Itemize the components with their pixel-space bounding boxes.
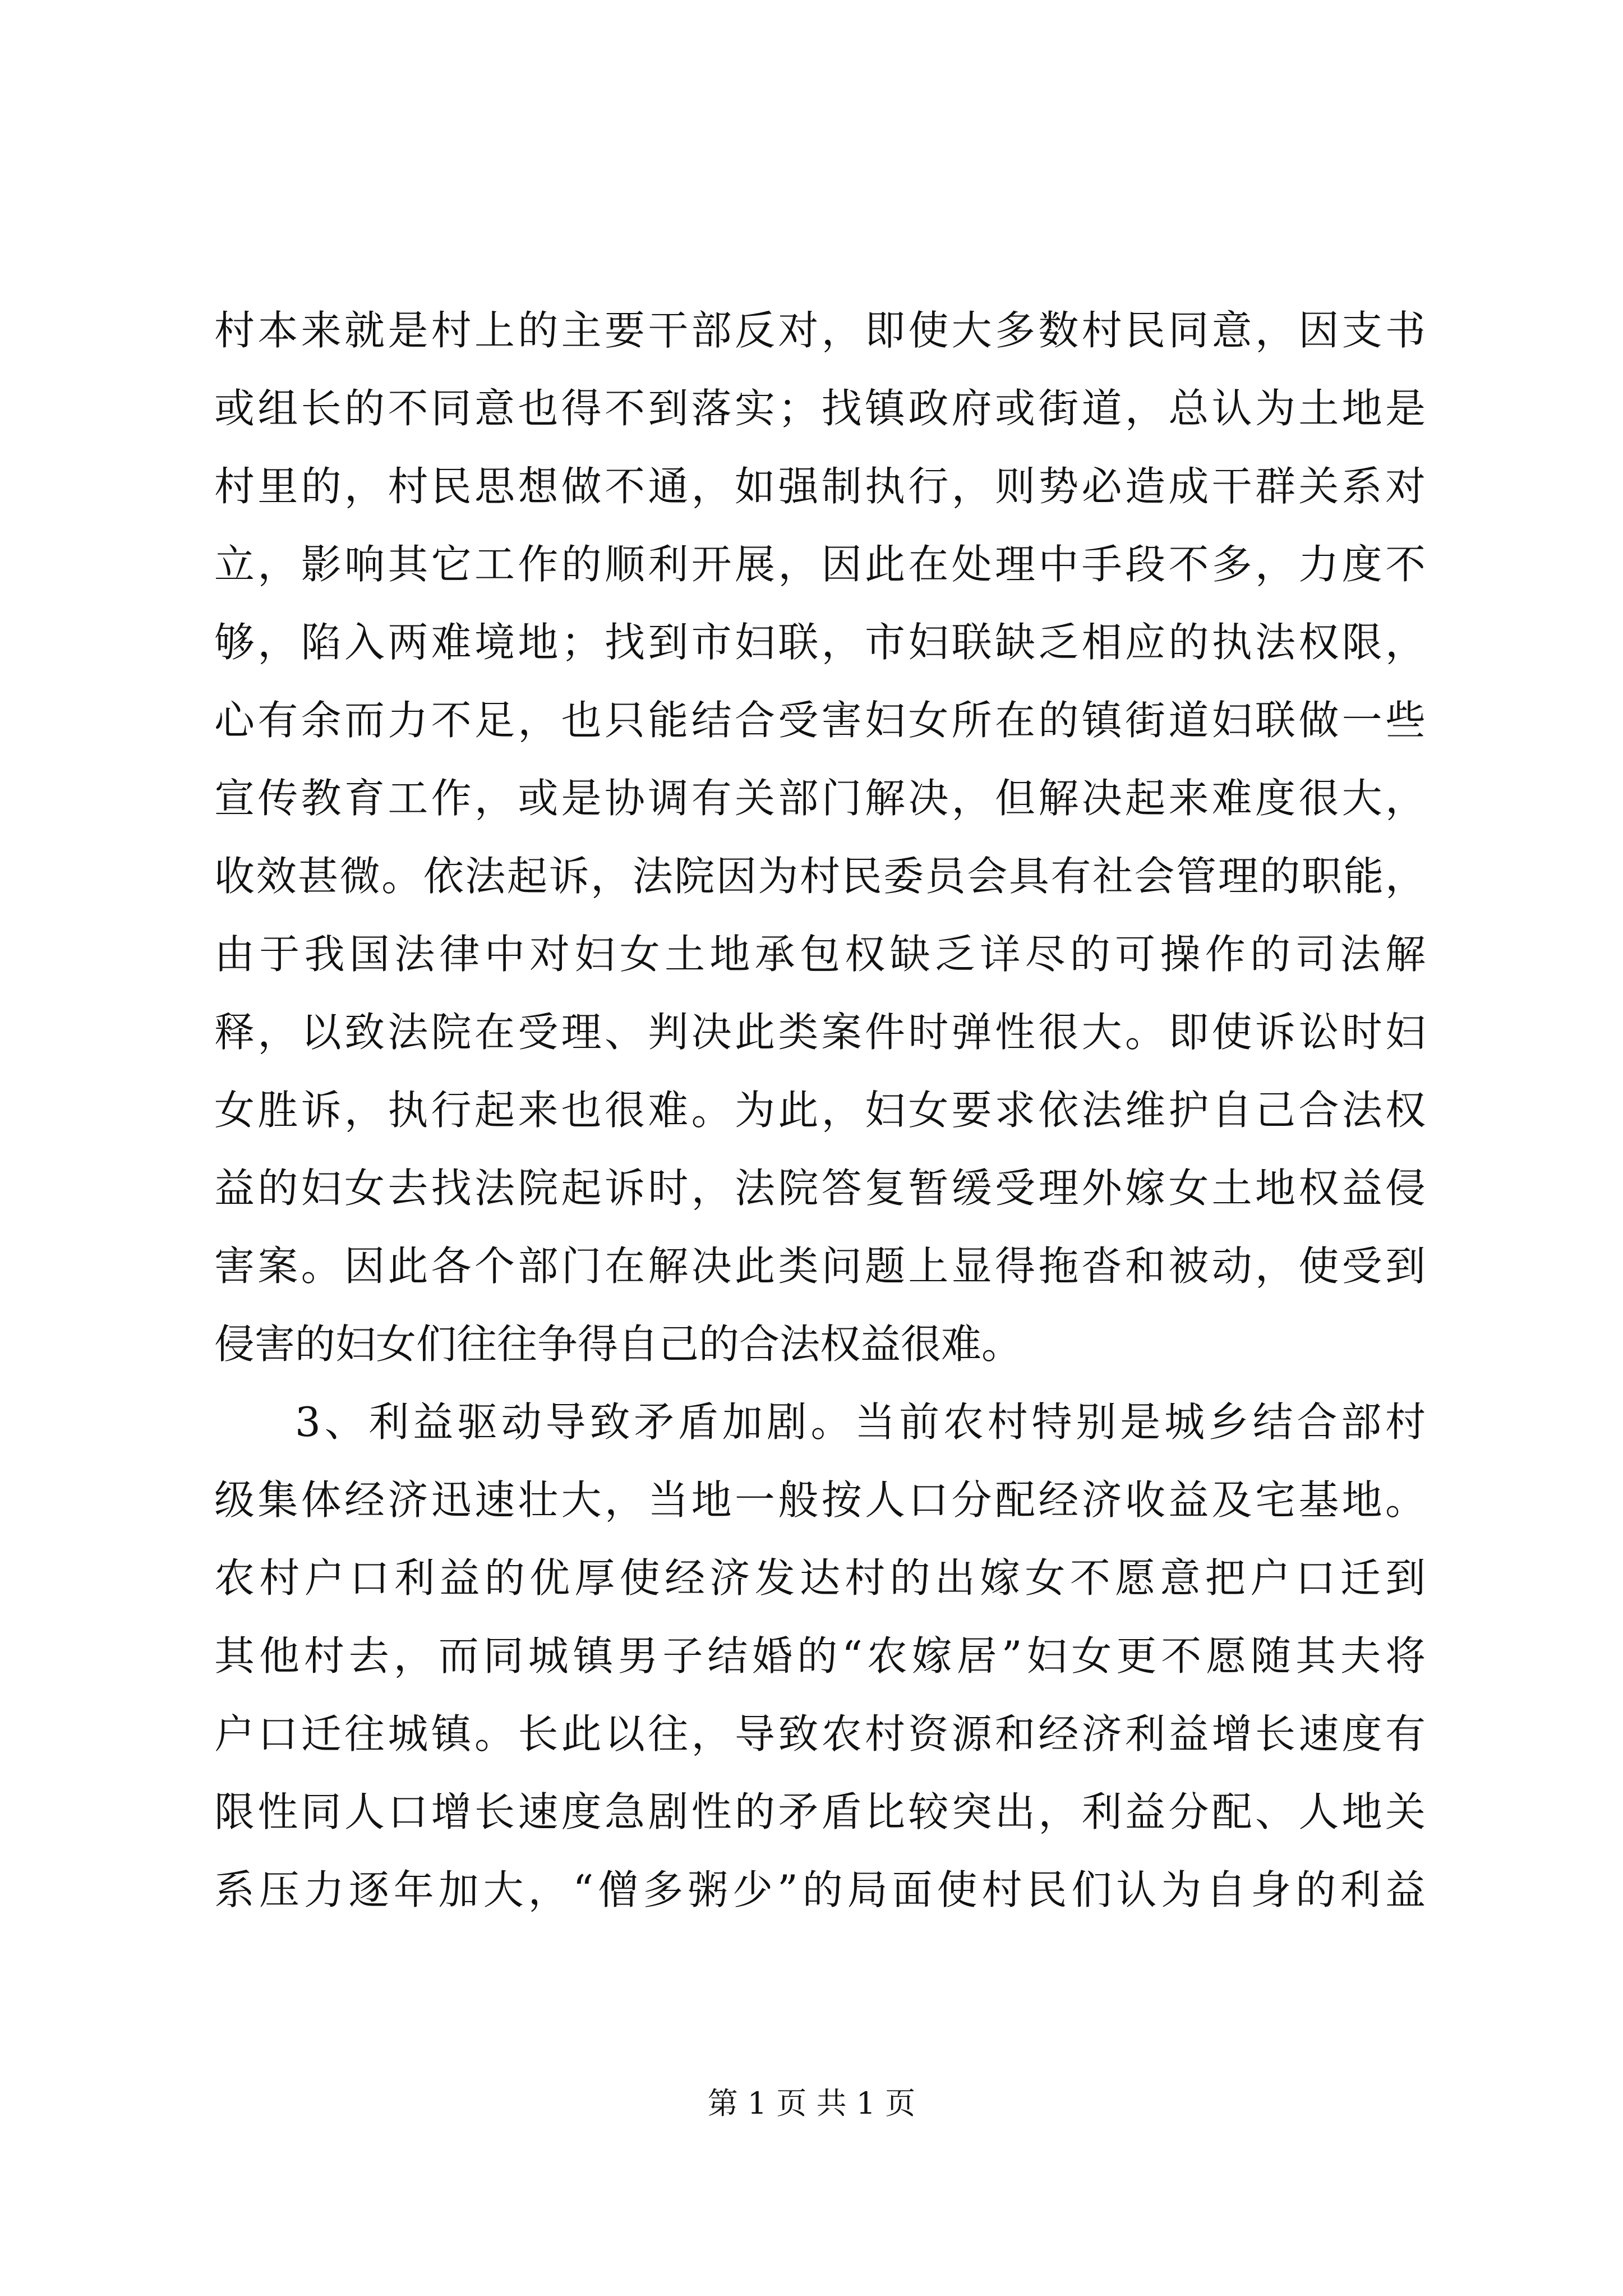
text-line: 或组长的不同意也得不到落实；找镇政府或街道，总认为土地是 [214, 385, 1426, 432]
text-line: 系压力逐年加大，“僧多粥少”的局面使村民们认为自身的利益 [214, 1866, 1426, 1913]
page-number-label: 第 1 页 共 1 页 [707, 2086, 916, 2121]
text-line: 农村户口利益的优厚使经济发达村的出嫁女不愿意把户口迁到 [214, 1554, 1426, 1602]
text-line: 害案。因此各个部门在解决此类问题上显得拖沓和被动，使受到 [214, 1243, 1426, 1290]
text-line: 限性同人口增长速度急剧性的矛盾比较突出，利益分配、人地关 [214, 1788, 1426, 1835]
text-line: 心有余而力不足，也只能结合受害妇女所在的镇街道妇联做一些 [214, 697, 1426, 744]
body-text [214, 292, 1426, 1929]
page-footer [0, 2084, 1623, 2123]
text-line: 侵害的妇女们往往争得自己的合法权益很难。 [214, 1320, 1022, 1368]
text-line: 由于我国法律中对妇女土地承包权缺乏详尽的可操作的司法解 [214, 931, 1426, 978]
text-line: 村本来就是村上的主要干部反对，即使大多数村民同意，因支书 [214, 307, 1426, 354]
paragraph-start-line: 3、利益驱动导致矛盾加剧。当前农村特别是城乡结合部村 [295, 1398, 1426, 1446]
text-line: 益的妇女去找法院起诉时，法院答复暂缓受理外嫁女土地权益侵 [214, 1165, 1426, 1212]
text-line: 其他村去，而同城镇男子结婚的“农嫁居”妇女更不愿随其夫将 [214, 1632, 1426, 1680]
text-line: 收效甚微。依法起诉，法院因为村民委员会具有社会管理的职能， [214, 853, 1426, 900]
text-line: 户口迁往城镇。长此以往，导致农村资源和经济利益增长速度有 [214, 1710, 1426, 1757]
text-line: 级集体经济迅速壮大，当地一般按人口分配经济收益及宅基地。 [214, 1476, 1426, 1524]
text-line: 够，陷入两难境地；找到市妇联，市妇联缺乏相应的执法权限， [214, 619, 1426, 666]
text-line: 立，影响其它工作的顺利开展，因此在处理中手段不多，力度不 [214, 541, 1426, 588]
text-line: 女胜诉，执行起来也很难。为此，妇女要求依法维护自己合法权 [214, 1087, 1426, 1134]
text-line: 释，以致法院在受理、判决此类案件时弹性很大。即使诉讼时妇 [214, 1009, 1426, 1056]
text-line: 宣传教育工作，或是协调有关部门解决，但解决起来难度很大， [214, 775, 1426, 822]
text-line: 村里的，村民思想做不通，如强制执行，则势必造成干群关系对 [214, 463, 1426, 510]
